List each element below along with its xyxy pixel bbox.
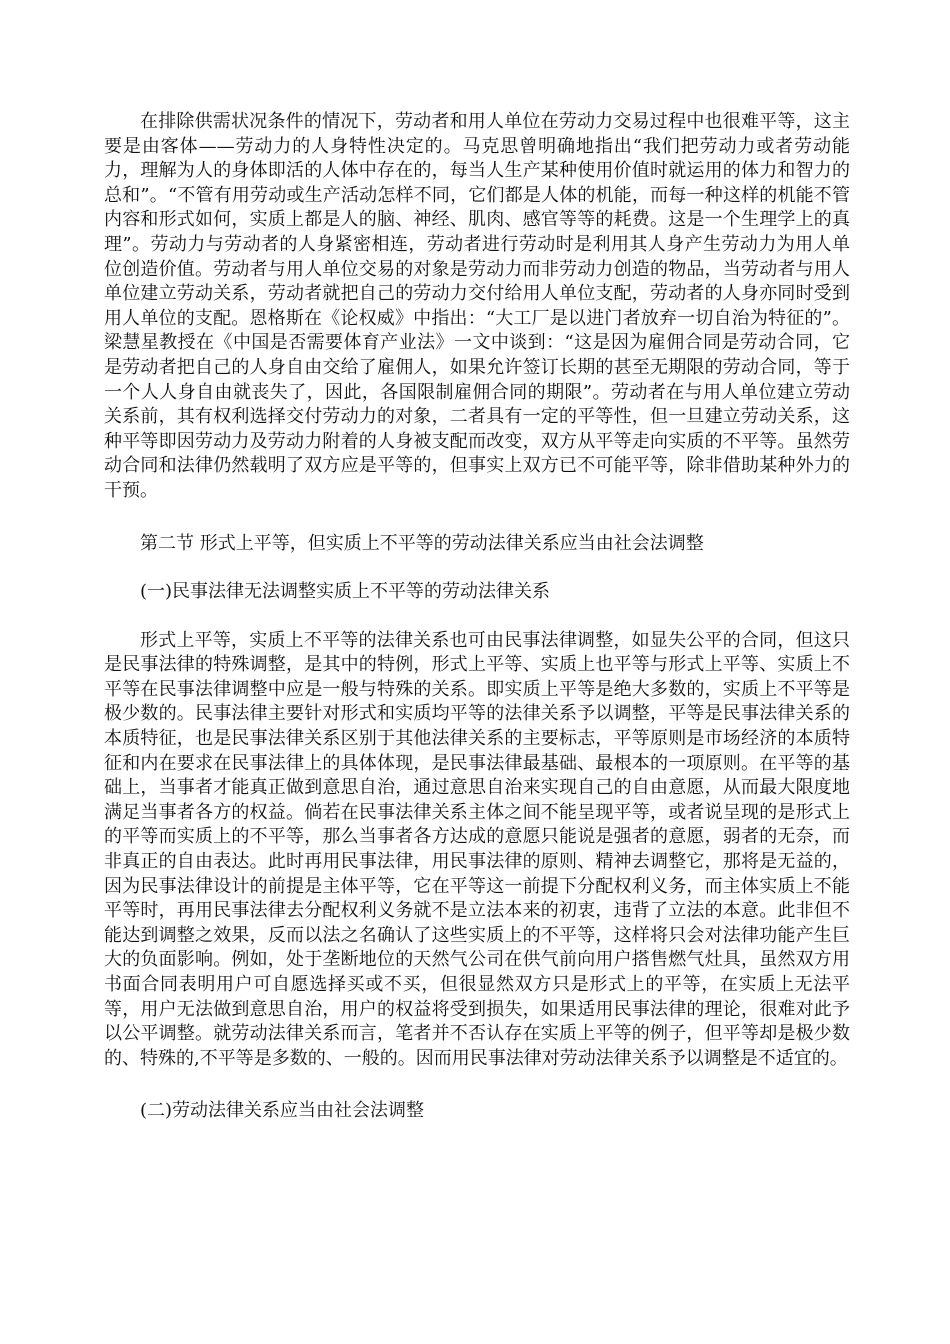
- body-paragraph: 形式上平等，实质上不平等的法律关系也可由民事法律调整，如显失公平的合同，但这只是民事法律的特殊调整，是其中的特例，形式上平等、实质上也平等与形式上平等、实质上不平等在民事法律调整中应是一般与特殊的关系。即实质上平等是绝大多数的，实质上不平等是极少数的。民事法律主要针对形式和实质均平等的法律关系予以调整，平等是民事法律关系的本质特征，也是民事法律关系区别于其他法律关系的主要标志，平等原则是市场经济的本质特征和内在要求在民事法律上的具体体现，是民事法律最基础、最根本的一项原则。在平等的基础上，当事者才能真正做到意思自治，通过意思自治来实现自己的自由意愿，从而最大限度地满足当事者各方的权益。倘若在民事法律关系主体之间不能呈现平等，或者说呈现的是形式上的平等而实质上的不平等，那么当事者各方达成的意愿只能说是强者的意愿，弱者的无奈，而非真正的自由表达。此时再用民事法律，用民事法律的原则、精神去调整它，那将是无益的，因为民事法律设计的前提是主体平等，它在平等这一前提下分配权利义务，而主体实质上不能平等时，再用民事法律去分配权利义务就不是立法本来的初衷，违背了立法的本意。此非但不能达到调整之效果，反而以法之名确认了这些实质上的不平等，这样将只会对法律功能产生巨大的负面影响。例如，处于垄断地位的天然气公司在供气前向用户搭售燃气灶具，虽然双方用书面合同表明用户可自愿选择买或不买，但很显然双方只是形式上的平等，在实质上无法平等，用户无法做到意思自治，用户的权益将受到损失，如果适用民事法律的理论，很难对此予以公平调整。就劳动法律关系而言，笔者并不否认存在实质上平等的例子，但平等却是极少数的、特殊的,不平等是多数的、一般的。因而用民事法律对劳动法律关系予以调整是不适宜的。: [104, 629, 850, 1069]
- document-page: [104, 110, 850, 1124]
- paragraph-spacer: [104, 504, 850, 532]
- subsection-heading: (一)民事法律无法调整实质上不平等的劳动法律关系: [140, 581, 551, 603]
- section-heading: 第二节 形式上平等，但实质上不平等的劳动法律关系应当由社会法调整: [140, 532, 704, 554]
- subsection-heading: (二)劳动法律关系应当由社会法调整: [140, 1100, 425, 1122]
- body-paragraph: 在排除供需状况条件的情况下，劳动者和用人单位在劳动力交易过程中也很难平等，这主要是由客体——劳动力的人身特性决定的。马克思曾明确地指出“我们把劳动力或者劳动能力，理解为人的身体即活的人体中存在的，每当人生产某种使用价值时就运用的体力和智力的总和”。“不管有用劳动或生产活动怎样不同，它们都是人体的机能，而每一种这样的机能不管内容和形式如何，实质上都是人的脑、神经、肌肉、感官等等的耗费。这是一个生理学上的真理”。劳动力与劳动者的人身紧密相连，劳动者进行劳动时是利用其人身产生劳动力为用人单位创造价值。劳动者与用人单位交易的对象是劳动力而非劳动力创造的物品，当劳动者与用人单位建立劳动关系，劳动者就把自己的劳动力交付给用人单位支配，劳动者的人身亦同时受到用人单位的支配。恩格斯在《论权威》中指出：“大工厂是以进门者放弃一切自治为特征的”。梁慧星教授在《中国是否需要体育产业法》一文中谈到：“这是因为雇佣合同是劳动合同，它是劳动者把自己的人身自由交给了雇佣人，如果允许签订长期的甚至无期限的劳动合同，等于一个人人身自由就丧失了，因此，各国限制雇佣合同的期限”。劳动者在与用人单位建立劳动关系前，其有权利选择交付劳动力的对象，二者具有一定的平等性，但一旦建立劳动关系，这种平等即因劳动力及劳动力附着的人身被支配而改变，双方从平等走向实质的不平等。虽然劳动合同和法律仍然载明了双方应是平等的，但事实上双方已不可能平等，除非借助某种外力的干预。: [104, 111, 850, 501]
- paragraph-spacer: [104, 605, 850, 629]
- paragraph-spacer: [104, 1071, 850, 1099]
- paragraph-spacer: [104, 556, 850, 580]
